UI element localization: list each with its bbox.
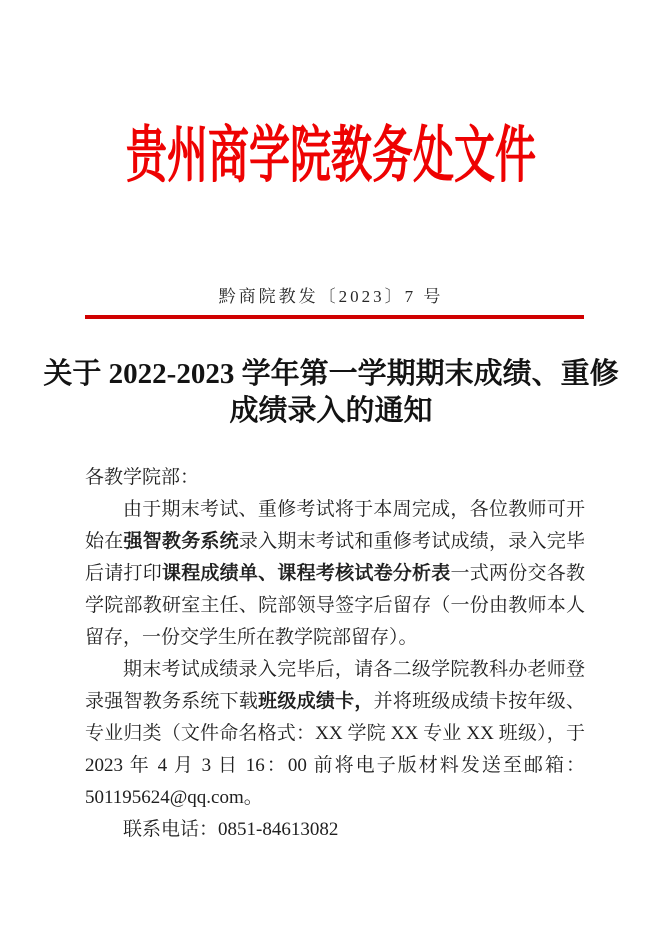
paragraph-2-text: 并将班级成绩卡按年级、专业归类（文件命名格式：XX 学院 XX 专业 XX 班级），于 2023 年 4 月 3 日 16：00 前将电子版材料发送至邮箱：501195624@qq.com。 xyxy=(85,691,585,808)
contact-phone: 联系电话：0851-84613082 xyxy=(123,819,339,840)
document-body xyxy=(85,462,585,846)
paragraph-2 xyxy=(85,654,585,814)
letterhead-title: 贵州商学院教务处文件 xyxy=(126,120,536,190)
document-title xyxy=(30,356,632,430)
document-title-line2: 成绩录入的通知 xyxy=(229,395,433,427)
paragraph-1 xyxy=(85,494,585,654)
paragraph-1-bold-system-name: 强智教务系统 xyxy=(123,531,239,552)
paragraph-2-text: 期末考试成绩录入完毕后，请各二级学院教科办老师登录强智教务系统下载 xyxy=(85,659,585,712)
paragraph-1-text: 录入期末考试和重修考试成绩，录入完毕后请打印 xyxy=(85,531,585,584)
document-number: 黔商院教发〔2023〕7 号 xyxy=(218,287,444,306)
red-divider-line xyxy=(85,315,584,319)
document-title-line1: 关于 2022-2023 学年第一学期期末成绩、重修 xyxy=(43,358,619,390)
paragraph-2-bold-scorecard: 班级成绩卡， xyxy=(258,691,374,712)
paragraph-1-text: 一式两份交各教学院部教研室主任、院部领导签字后留存（一份由教师本人留存，一份交学生所在教学院部留存）。 xyxy=(85,563,585,648)
salutation: 各教学院部： xyxy=(85,467,200,488)
paragraph-1-text: 由于期末考试、重修考试将于本周完成，各位教师可开始在 xyxy=(85,499,585,552)
paragraph-1-bold-form-names: 课程成绩单、课程考核试卷分析表 xyxy=(161,563,451,584)
